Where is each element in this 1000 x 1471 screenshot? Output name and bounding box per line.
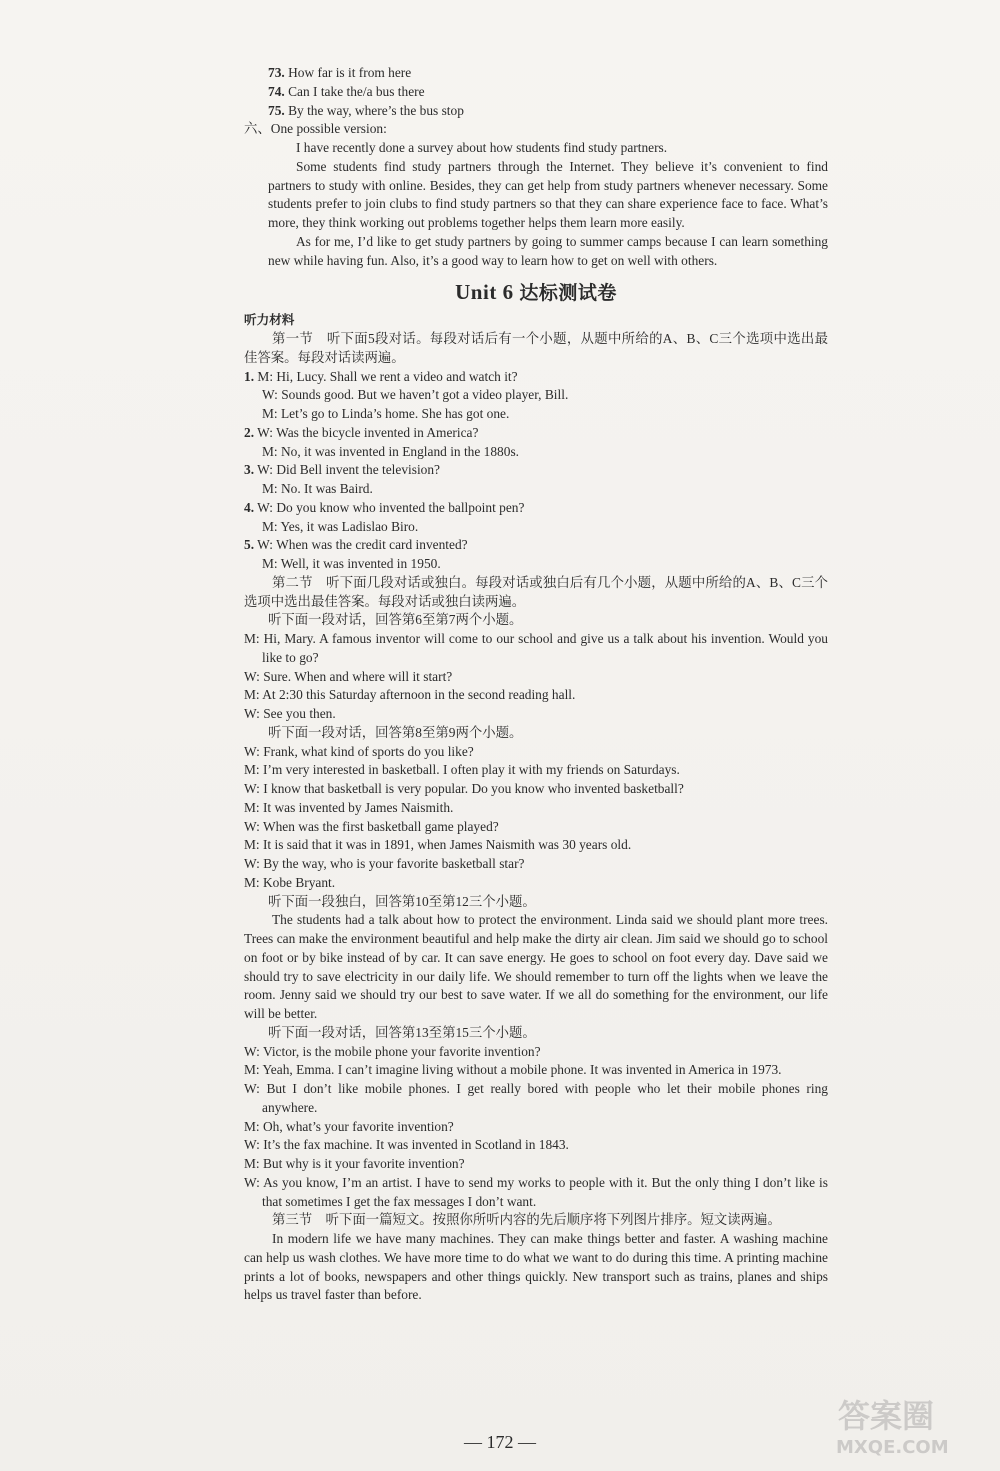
dialog-8-9 bbox=[244, 743, 828, 893]
dialog-intro: 听下面一段对话，回答第13至第15三个小题。 bbox=[268, 1024, 536, 1040]
listening-heading: 听力材料 bbox=[244, 312, 295, 328]
answer-75 bbox=[244, 102, 828, 121]
dialog-intro: 听下面一段对话，回答第8至第9两个小题。 bbox=[268, 724, 523, 740]
dialog-number: 3. bbox=[244, 462, 255, 478]
dialog-item bbox=[244, 499, 828, 518]
dialog-13-15 bbox=[244, 1043, 828, 1212]
dialog-line: W: When was the credit card invented? bbox=[257, 537, 468, 553]
dialog-line: M: Well, it was invented in 1950. bbox=[262, 556, 441, 571]
part3-instruction: 第三节 听下面一篇短文。按照你所听内容的先后顺序将下列图片排序。短文读两遍。 bbox=[272, 1212, 781, 1228]
dialog-line: W: It’s the fax machine. It was invented in Scotland in 1843. bbox=[244, 1137, 569, 1153]
dialog-line: M: No. It was Baird. bbox=[262, 481, 373, 496]
dialog-line: W: When was the first basketball game played? bbox=[244, 818, 499, 834]
dialog-line: M: It was invented by James Naismith. bbox=[244, 799, 454, 815]
sample-essay bbox=[244, 139, 828, 270]
essay-paragraph: As for me, I’d like to get study partners by going to summer camps because I can learn something new while having fun. Also, it’s a good way to learn how to get on well with others. bbox=[268, 233, 828, 268]
monologue-text: The students had a talk about how to protect the environment. Linda said we should plant more trees. Trees can make the environment beautiful and help make the dirty air clean. Jim said we should go to school on foot or by bike instead of by car. It can save energy. He goes to school on foot every day. Dave said we should try to save electricity in our daily life. We should remember to turn off the lights when we leave the room. Jenny said we should try our best to save water. If we all do something for the environment, our life will be better. bbox=[244, 912, 828, 1021]
dialog-line: M: Kobe Bryant. bbox=[244, 874, 336, 890]
part3-text: In modern life we have many machines. They can make things better and faster. A washing machine can help us wash clothes. We have more time to do what we want to do during this time. A printing machine prints a lot of books, newspapers and other things quickly. New transport such as trains, planes and ships helps us travel faster than before. bbox=[244, 1231, 828, 1303]
dialog-number: 4. bbox=[244, 499, 255, 515]
part1-dialogs bbox=[244, 368, 828, 574]
answer-text: How far is it from here bbox=[288, 65, 412, 80]
dialog-number: 5. bbox=[244, 537, 255, 553]
dialog-line: W: Was the bicycle invented in America? bbox=[257, 424, 479, 440]
dialog-line: M: I’m very interested in basketball. I often play it with my friends on Saturdays. bbox=[244, 762, 680, 778]
dialog-line: M: No, it was invented in England in the 1880s. bbox=[262, 443, 519, 459]
dialog-line: W: See you then. bbox=[244, 706, 336, 721]
unit-title-en: Unit 6 bbox=[455, 280, 514, 305]
dialog-number: 1. bbox=[244, 368, 255, 384]
essay-paragraph: Some students find study partners through the Internet. They believe it’s convenient to find partners to study with online. Besides, they can get help from study partners whenever necessary. Some students prefer to join clubs to find study partners so that they can share experience face to face. What’s more, they think working out problems together helps them learn more easily. bbox=[268, 158, 828, 230]
dialog-item bbox=[244, 424, 828, 443]
dialog-line: W: Victor, is the mobile phone your favorite invention? bbox=[244, 1043, 541, 1059]
dialog-line: W: Frank, what kind of sports do you like? bbox=[244, 743, 474, 759]
unit-title-cn: 达标测试卷 bbox=[519, 282, 617, 305]
page-number: — 172 — bbox=[464, 1432, 536, 1452]
answer-number: 74. bbox=[268, 83, 285, 99]
dialog-line: M: At 2:30 this Saturday afternoon in the second reading hall. bbox=[244, 687, 576, 703]
dialog-line: M: Yeah, Emma. I can’t imagine living without a mobile phone. It was invented in America in 1973. bbox=[244, 1062, 782, 1078]
dialog-line: M: But why is it your favorite invention? bbox=[244, 1156, 465, 1171]
watermark-line1: 答案圈 bbox=[838, 1397, 935, 1435]
dialog-line: W: But I don’t like mobile phones. I get really bored with people who let their mobile phones ring anywhere. bbox=[244, 1081, 828, 1115]
dialog-6-7 bbox=[244, 630, 828, 724]
dialog-number: 2. bbox=[244, 424, 255, 440]
page-content bbox=[244, 64, 828, 1305]
dialog-line: M: Let’s go to Linda’s home. She has got one. bbox=[262, 406, 510, 421]
dialog-item bbox=[244, 536, 828, 555]
dialog-line: W: As you know, I’m an artist. I have to send my works to people with it. But the only thing I don’t like is that sometimes I get the fax messages I don’t want. bbox=[244, 1174, 828, 1209]
dialog-line: M: Hi, Mary. A famous inventor will come to our school and give us a talk about his invention. Would you like to go? bbox=[244, 631, 828, 665]
watermark-logo bbox=[828, 1389, 978, 1459]
answer-text: Can I take the/a bus there bbox=[288, 83, 425, 99]
dialog-item bbox=[244, 461, 828, 480]
section-six-label: 六、One possible version: bbox=[244, 121, 387, 137]
answer-text: By the way, where’s the bus stop bbox=[288, 102, 464, 118]
answer-73 bbox=[244, 64, 828, 83]
dialog-line: M: It is said that it was in 1891, when James Naismith was 30 years old. bbox=[244, 837, 632, 853]
dialog-line: M: Oh, what’s your favorite invention? bbox=[244, 1118, 454, 1134]
dialog-item bbox=[244, 368, 828, 387]
dialog-intro: 听下面一段对话，回答第6至第7两个小题。 bbox=[268, 612, 523, 628]
dialog-line: W: By the way, who is your favorite basketball star? bbox=[244, 856, 525, 871]
watermark-line2: MXQE.COM bbox=[836, 1437, 949, 1458]
dialog-line: W: Sure. When and where will it start? bbox=[244, 668, 453, 684]
part2-instruction: 第二节 听下面几段对话或独白。每段对话或独白后有几个小题，从题中所给的A、B、C三个选项中选出最佳答案。每段对话或独白读两遍。 bbox=[244, 574, 828, 609]
unit-title bbox=[244, 278, 828, 305]
dialog-line: W: Sounds good. But we haven’t got a video player, Bill. bbox=[262, 387, 569, 403]
answer-number: 73. bbox=[268, 65, 285, 80]
dialog-line: W: Do you know who invented the ballpoint pen? bbox=[257, 499, 525, 515]
essay-paragraph: I have recently done a survey about how students find study partners. bbox=[296, 140, 668, 155]
monologue-intro: 听下面一段独白，回答第10至第12三个小题。 bbox=[268, 893, 536, 909]
dialog-line: W: I know that basketball is very popular. Do you know who invented basketball? bbox=[244, 781, 684, 796]
answer-74 bbox=[244, 83, 828, 102]
dialog-line: M: Hi, Lucy. Shall we rent a video and watch it? bbox=[257, 368, 518, 384]
dialog-line: W: Did Bell invent the television? bbox=[257, 462, 440, 478]
dialog-line: M: Yes, it was Ladislao Biro. bbox=[262, 518, 419, 534]
answer-number: 75. bbox=[268, 102, 285, 118]
part1-instruction: 第一节 听下面5段对话。每段对话后有一个小题，从题中所给的A、B、C三个选项中选出最佳答案。每段对话读两遍。 bbox=[244, 331, 828, 365]
